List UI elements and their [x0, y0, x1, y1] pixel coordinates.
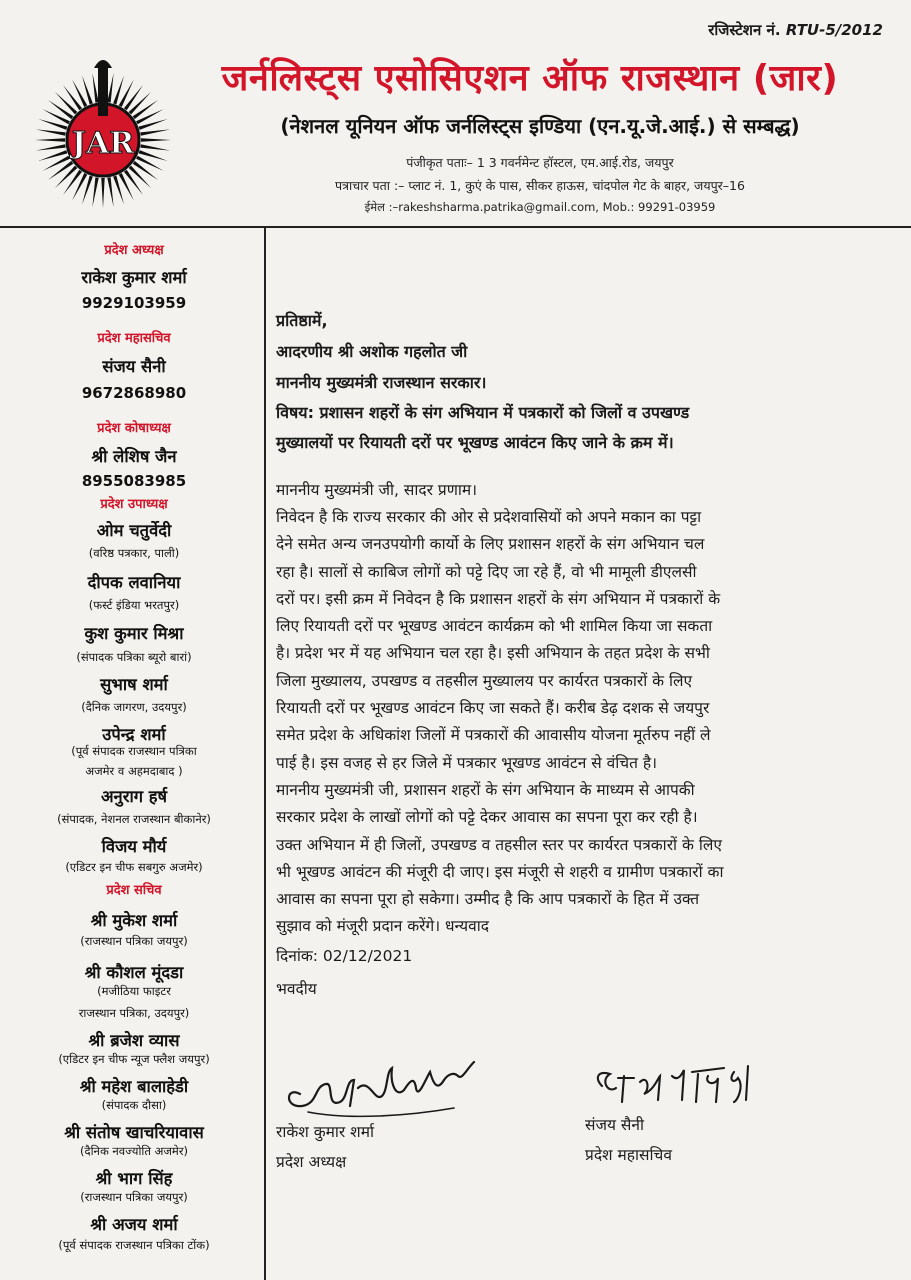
signatory-president: [276, 1117, 374, 1177]
logo-ray: [36, 129, 66, 135]
body-line: समेत प्रदेश के अधिकांश जिलों में पत्रकारों की आवासीय योजना मूर्तरुप नहीं ले: [276, 726, 711, 745]
logo-text: JAR: [71, 126, 135, 161]
sidebar-name: श्री मुकेश शर्मा: [90, 911, 178, 930]
recipient-line: आदरणीय श्री अशोक गहलोत जी: [276, 342, 468, 361]
sidebar-name: राकेश कुमार शर्मा: [81, 268, 187, 287]
sidebar-name: सुभाष शर्मा: [100, 675, 168, 694]
sidebar-name: उपेन्द्र शर्मा: [102, 725, 166, 744]
sidebar-name: श्री ब्रजेश व्यास: [88, 1031, 180, 1050]
logo-ray: [63, 170, 82, 195]
logo-ray: [92, 73, 98, 103]
sidebar-phone: 9929103959: [81, 294, 187, 312]
signature-general-secretary: [588, 1056, 763, 1116]
letter-body: [276, 305, 896, 1004]
org-subtitle: (नेशनल यूनियन ऑफ जर्नलिस्ट्स इण्डिया (एन.यू.जे.आई.) से सम्बद्ध): [280, 114, 800, 138]
body-line: देने समेत अन्य जनउपयोगी कार्यो के लिए प्रशासन शहरों के संग अभियान चल: [276, 535, 705, 554]
registration-value: RTU-5/2012: [785, 21, 883, 39]
sidebar-note: (पूर्व संपादक राजस्थान पत्रिका: [71, 744, 197, 758]
body-line: माननीय मुख्यमंत्री जी, प्रशासन शहरों के संग अभियान के माध्यम से आपकी: [276, 780, 695, 799]
sidebar-note: (पूर्व संपादक राजस्थान पत्रिका टोंक): [58, 1238, 210, 1252]
signatory-name: राकेश कुमार शर्मा: [276, 1123, 375, 1141]
org-title: जर्नलिस्ट्स एसोसिएशन ऑफ राजस्थान (जार): [221, 58, 839, 99]
sidebar-name: श्री कौशल मूंदडा: [84, 963, 184, 982]
sidebar-name: ओम चतुर्वेदी: [96, 521, 172, 540]
logo-ray: [63, 85, 82, 110]
signature-president: [278, 1050, 493, 1125]
signatory-title: प्रदेश अध्यक्ष: [276, 1153, 347, 1171]
sidebar-note: (फर्स्ट इंडिया भरतपुर): [88, 598, 180, 612]
registration-label: रजिस्टेशन नं.: [708, 21, 781, 39]
sidebar-note: (एडिटर इन चीफ सबगुरु अजमेर): [65, 860, 203, 874]
sidebar-name: कुश कुमार मिश्रा: [84, 624, 184, 643]
sidebar-name: अनुराग हर्ष: [100, 787, 168, 806]
logo-ray: [48, 161, 73, 180]
registration-number: [708, 20, 883, 40]
sidebar-head: प्रदेश महासचिव: [97, 331, 171, 346]
body-line: लिए रियायती दरों पर भूखण्ड आवंटन कार्यक्रम को भी शामिल किया जा सकता: [276, 617, 713, 636]
logo-ray: [107, 73, 113, 103]
sidebar-head: प्रदेश अध्यक्ष: [104, 243, 164, 258]
subject-line: विषय: प्रशासन शहरों के संग अभियान में पत्रकारों को जिलों व उपखण्ड: [276, 403, 690, 422]
sidebar-name: श्री लेशिष जैन: [91, 447, 177, 466]
sidebar-note: (एडिटर इन चीफ न्यूज फ्लैश जयपुर): [58, 1052, 210, 1066]
sidebar-phone: 9672868980: [81, 384, 187, 402]
sidebar-name: श्री महेश बालाहेडी: [79, 1077, 189, 1096]
sidebar-note: (मजीठिया फाइटर: [97, 984, 171, 998]
complimentary-close: भवदीय: [276, 979, 317, 998]
sidebar-note: (दैनिक नवज्योति अजमेर): [79, 1144, 189, 1158]
logo-ray: [129, 92, 151, 114]
logo-ray: [129, 166, 151, 188]
logo-ray: [55, 92, 77, 114]
sidebar-name: श्री संतोष खाचरियावास: [64, 1123, 204, 1142]
logo-ray: [92, 177, 98, 207]
sidebar-note: राजस्थान पत्रिका, उदयपुर): [78, 1006, 190, 1020]
recipient-line: माननीय मुख्यमंत्री राजस्थान सरकार।: [276, 373, 487, 392]
logo-ray: [140, 129, 170, 135]
recipient-line: प्रतिष्ठामें,: [276, 311, 328, 330]
correspondence-address: पत्राचार पता :– प्लाट नं. 1, कुएं के पास, सीकर हाऊस, चांदपोल गेट के बाहर, जयपुर–16: [335, 178, 745, 193]
body-line: जिला मुख्यालय, उपखण्ड व तहसील मुख्यालय पर कार्यरत पत्रकारों के लिए: [276, 671, 693, 690]
sidebar-name: दीपक लवानिया: [87, 573, 181, 592]
logo-ray: [101, 178, 104, 208]
body-line: आवास का सपना पूरा हो सकेगा। उम्मीद है कि आप पत्रकारों के हित में उक्त: [276, 890, 700, 909]
sidebar-note: (संपादक पत्रिका ब्यूरो बारां): [76, 650, 192, 664]
sidebar-phone: 8955083985: [81, 472, 187, 490]
logo-ray: [36, 144, 66, 150]
body-line: उक्त अभियान में ही जिलों, उपखण्ड व तहसील स्तर पर कार्यरत पत्रकारों के लिए: [276, 835, 722, 854]
body-line: सुझाव को मंजूरी प्रदान करेंगे। धन्यवाद: [276, 917, 489, 936]
sidebar-note: (दैनिक जागरण, उदयपुर): [81, 700, 187, 714]
recipient-block: [276, 305, 896, 398]
sidebar-head: प्रदेश उपाध्यक्ष: [100, 497, 168, 512]
logo-ray: [133, 161, 158, 180]
sidebar-note: (संपादक, नेशनल राजस्थान बीकानेर): [57, 812, 211, 826]
body-line: दरों पर। इसी क्रम में निवेदन है कि प्रशासन शहरों के संग अभियान में पत्रकारों के: [276, 589, 721, 608]
sidebar-note: (राजस्थान पत्रिका जयपुर): [80, 1190, 188, 1204]
header-divider: [0, 226, 911, 228]
sidebar-name: विजय मौर्य: [101, 837, 167, 856]
sidebar-name: श्री अजय शर्मा: [90, 1215, 178, 1234]
body-line: रहा है। सालों से काबिज लोगों को पट्टे दिए जा रहे हैं, वो भी मामूली डीएलसी: [276, 562, 697, 581]
signatory-name: संजय सैनी: [585, 1116, 644, 1134]
body-line: सरकार प्रदेश के लाखों लोगों को पट्टे देकर आवास का सपना पूरा कर रही है।: [276, 808, 698, 827]
registered-address: पंजीकृत पताः– 1 3 गवर्नमेन्ट हॉस्टल, एम.आई.रोड, जयपुर: [406, 155, 674, 170]
sidebar-note: (संपादक दौसा): [101, 1098, 167, 1112]
body-line: है। प्रदेश भर में यह अभियान चल रहा है। इसी अभियान के तहत प्रदेश के सभी: [276, 644, 710, 663]
subject-line: मुख्यालयों पर रियायती दरों पर भूखण्ड आवंटन किए जाने के क्रम में।: [276, 433, 674, 452]
jar-logo: [28, 50, 178, 210]
body-line: भी भूखण्ड आवंटन की मंजूरी दी जाए। इस मंजूरी से शहरी व ग्रामीण पत्रकारों का: [276, 862, 724, 881]
letter-date: दिनांक: 02/12/2021: [276, 946, 413, 965]
office-bearers-sidebar: [0, 232, 268, 1280]
sidebar-head: प्रदेश कोषाध्यक्ष: [97, 421, 171, 436]
subject-block: [276, 398, 896, 458]
logo-ray: [55, 166, 77, 188]
logo-ray: [107, 177, 113, 207]
logo-ray: [124, 170, 143, 195]
contact-line: ईमेल :–rakeshsharma.patrika@gmail.com, Mob.: 99291-03959: [364, 200, 716, 214]
sidebar-name: श्री भाग सिंह: [95, 1169, 173, 1188]
signatory-title: प्रदेश महासचिव: [585, 1146, 672, 1164]
letter-paragraphs: [276, 504, 896, 941]
sidebar-head: प्रदेश सचिव: [106, 883, 162, 898]
body-line: निवेदन है कि राज्य सरकार की ओर से प्रदेशवासियों को अपने मकान का पट्टा: [276, 508, 702, 526]
logo-ray: [140, 144, 170, 150]
logo-ray: [133, 100, 158, 119]
logo-ray: [48, 100, 73, 119]
sidebar-name: संजय सैनी: [102, 357, 166, 376]
logo-ray: [35, 138, 65, 141]
signatory-general-secretary: [585, 1110, 672, 1170]
sidebar-note: (राजस्थान पत्रिका जयपुर): [80, 934, 188, 948]
logo-ray: [124, 85, 143, 110]
body-line: पाई है। इस वजह से हर जिले में पत्रकार भूखण्ड आवंटन से वंचित है।: [276, 753, 657, 772]
body-line: रियायती दरों पर भूखण्ड आवंटन किए जा सकते हैं। करीब डेढ़ दशक से जयपुर: [276, 699, 710, 718]
salutation: माननीय मुख्यमंत्री जी, सादर प्रणाम।: [276, 481, 478, 499]
sidebar-note: (वरिष्ठ पत्रकार, पाली): [88, 546, 180, 560]
logo-ray: [141, 138, 171, 141]
sidebar-note: अजमेर व अहमदाबाद ): [85, 764, 183, 778]
